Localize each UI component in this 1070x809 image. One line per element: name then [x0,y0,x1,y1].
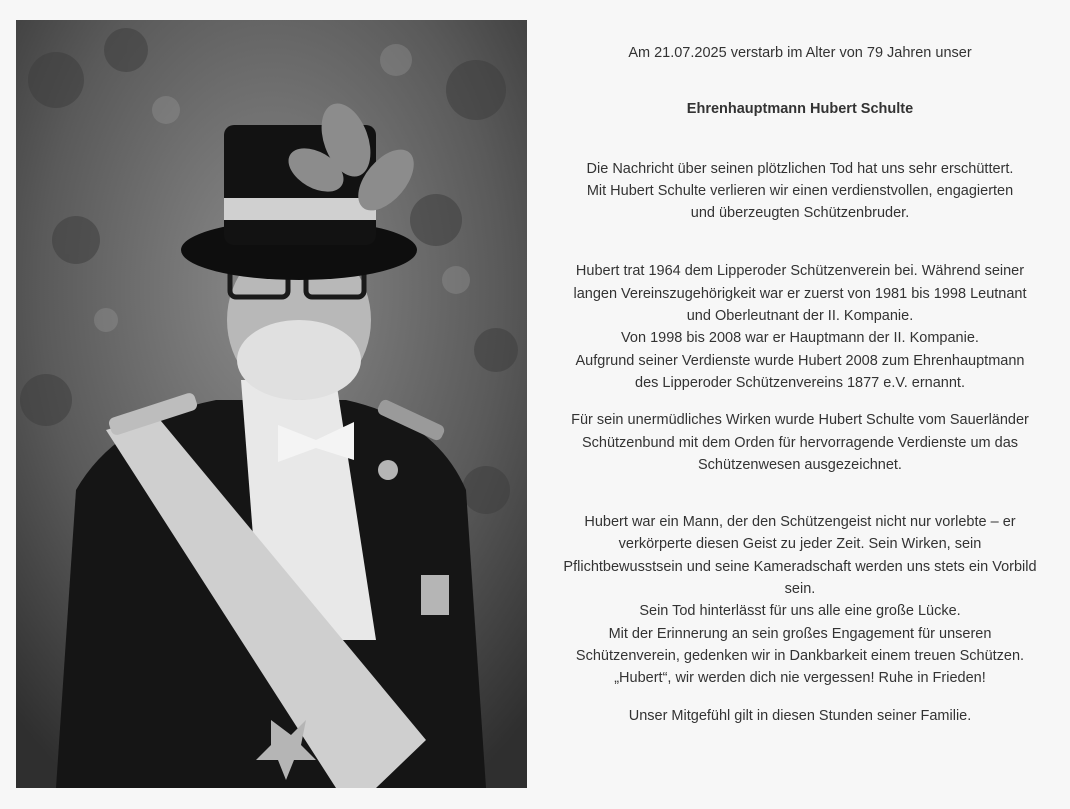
intro-line: Am 21.07.2025 verstarb im Alter von 79 Jahren unser [628,45,972,61]
paragraph-condolence [548,158,1052,225]
text-line: des Lipperoder Schützenvereins 1877 e.V. ernannt. [635,374,965,391]
paragraph-award [548,409,1052,476]
text-line: und überzeugten Schützenbruder. [690,205,910,222]
text-line: „Hubert“, wir werden dich nie vergessen! Ruhe in Frieden! [614,670,986,687]
text-line: Schützenbund mit dem Orden für hervorragende Verdienste um das [581,434,1019,451]
closing-line: Unser Mitgefühl gilt in diesen Stunden seiner Familie. [628,707,972,724]
text-line: Hubert war ein Mann, der den Schützengeist nicht nur vorlebte – er [584,514,1016,531]
text-line: Hubert trat 1964 dem Lipperoder Schützenverein bei. Während seiner [575,263,1025,280]
text-line: Von 1998 bis 2008 war er Hauptmann der II. Kompanie. [621,330,979,347]
text-line: Schützenverein, gedenken wir in Dankbarkeit einem treuen Schützen. [575,647,1025,664]
text-line: Aufgrund seiner Verdienste wurde Hubert 2008 zum Ehrenhauptmann [575,352,1025,369]
text-line: und Oberleutnant der II. Kompanie. [686,308,914,325]
paragraph-tribute [548,511,1052,689]
obituary-text [548,42,1052,727]
honoree-name: Ehrenhauptmann Hubert Schulte [686,101,914,118]
text-line: Für sein unermüdliches Wirken wurde Hubert Schulte vom Sauerländer [571,412,1029,429]
text-line: verkörperte diesen Geist zu jeder Zeit. Sein Wirken, sein [618,536,982,553]
portrait-photo [16,20,527,788]
text-line: langen Vereinszugehörigkeit war er zuerst von 1981 bis 1998 Leutnant [573,285,1027,302]
text-line: Mit Hubert Schulte verlieren wir einen verdienstvollen, engagierten [586,182,1014,199]
text-line: Pflichtbewusstsein und seine Kameradschaft werden uns stets ein Vorbild [563,558,1037,575]
text-line: Mit der Erinnerung an sein großes Engagement für unseren [608,625,992,642]
paragraph-history [548,260,1052,394]
text-line: Sein Tod hinterlässt für uns alle eine große Lücke. [639,603,961,620]
text-line: Die Nachricht über seinen plötzlichen Tod hat uns sehr erschüttert. [586,160,1014,177]
text-line: sein. [784,581,816,598]
text-line: Schützenwesen ausgezeichnet. [698,456,902,473]
